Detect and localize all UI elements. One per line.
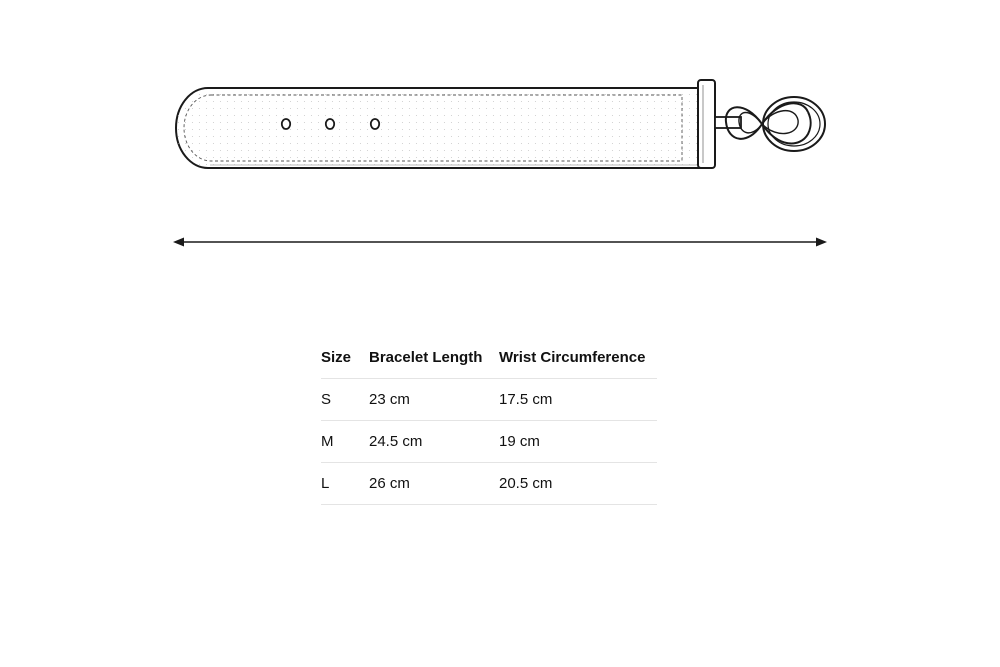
cell-size: M <box>321 421 369 463</box>
cell-bracelet-length: 26 cm <box>369 463 499 505</box>
table-header-row <box>321 337 657 379</box>
table-row <box>321 463 657 505</box>
clasp-connector <box>715 117 741 128</box>
bracelet-strap <box>176 88 710 168</box>
table-row <box>321 379 657 421</box>
cell-wrist-circumference: 19 cm <box>499 421 657 463</box>
cell-size: S <box>321 379 369 421</box>
buckle-bar <box>698 80 715 168</box>
cell-wrist-circumference: 20.5 cm <box>499 463 657 505</box>
header-wrist-circumference: Wrist Circumference <box>499 337 657 379</box>
cell-size: L <box>321 463 369 505</box>
table-row <box>321 421 657 463</box>
cell-bracelet-length: 23 cm <box>369 379 499 421</box>
size-chart-table <box>321 337 657 505</box>
length-arrow <box>173 238 827 247</box>
bracelet-illustration <box>0 0 1000 300</box>
header-size: Size <box>321 337 369 379</box>
cell-bracelet-length: 24.5 cm <box>369 421 499 463</box>
header-bracelet-length: Bracelet Length <box>369 337 499 379</box>
cell-wrist-circumference: 17.5 cm <box>499 379 657 421</box>
